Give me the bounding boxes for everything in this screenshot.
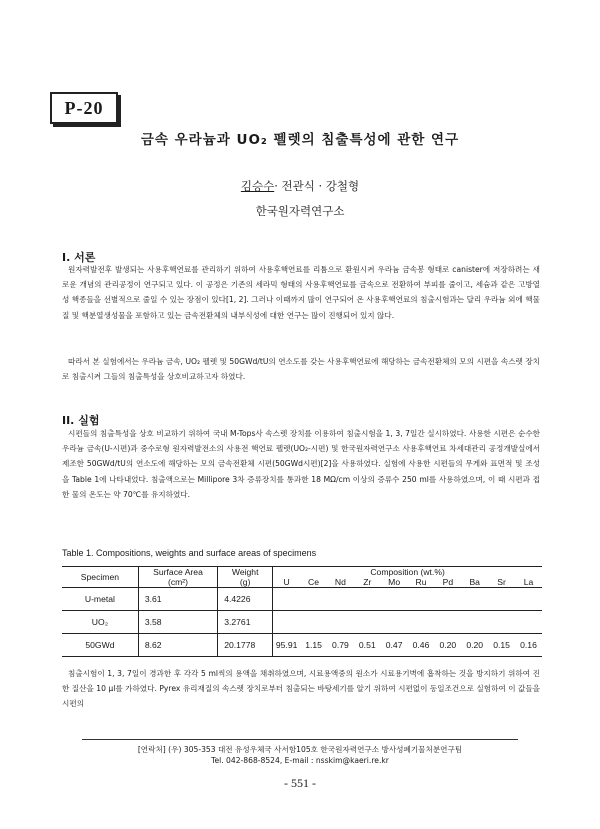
cell-surface-area: 3.61 [138,588,217,611]
cell-weight: 3.2761 [218,611,273,634]
cell-specimen: 50GWd [62,634,138,657]
contact-email: Tel. 042-868-8524, E-mail : nsskim@kaeri.re.kr [211,756,389,765]
header-surface-area-unit: (cm²) [138,577,217,588]
cell-composition: 95.91 [273,634,300,657]
cell-composition [354,611,381,634]
cell-surface-area: 8.62 [138,634,217,657]
footer-divider [82,739,518,740]
cell-surface-area: 3.58 [138,611,217,634]
main-author: 김승수 [240,179,275,193]
cell-composition [300,611,327,634]
cell-composition [327,611,354,634]
cell-weight: 4.4226 [218,588,273,611]
cell-composition [488,611,515,634]
table-row [62,588,542,611]
paper-id-box: P-20 [50,92,118,124]
cell-composition: 0.20 [434,634,461,657]
element-header: La [523,577,534,587]
cell-composition [381,588,408,611]
cell-weight: 20.1778 [218,634,273,657]
header-surface-area: Surface Area [138,567,217,578]
element-header: Sr [497,577,506,587]
cell-composition: 0.79 [327,634,354,657]
cell-composition [434,588,461,611]
cell-composition [327,588,354,611]
section-heading-experiment: II. 실험 [62,414,100,427]
authors-line [0,178,600,194]
cell-composition: 1.15 [300,634,327,657]
cell-composition [434,611,461,634]
cell-composition [461,611,488,634]
cell-composition [354,588,381,611]
header-specimen: Specimen [62,567,138,588]
affiliation: 한국원자력연구소 [255,204,345,218]
element-header: Ru [415,577,427,587]
cell-composition: 0.16 [515,634,542,657]
cell-composition [461,588,488,611]
cell-composition [408,588,435,611]
paper-title: 금속 우라늄과 UO₂ 펠렛의 침출특성에 관한 연구 [140,132,460,148]
contact-address: [연락처] (우) 305-353 대전 유성우체국 사서함105호 한국원자력연구소 방사성폐기물처분연구팀 [137,745,463,754]
element-header: U [283,577,290,587]
cell-composition [273,588,300,611]
table-row [62,634,542,657]
cell-composition: 0.46 [408,634,435,657]
element-header: Pd [442,577,454,587]
element-header: Zr [363,577,372,587]
cell-specimen: U-metal [62,588,138,611]
experiment-paragraph: 시편들의 침출특성을 상호 비교하기 위하여 국내 M-Tops사 속스렛 장치를 이용하여 침출시험을 1, 3, 7일간 실시하였다. 사용한 시편은 순수한 우라늄 금속(U-시편)과 중수로형 원자력발전소의 사용전 핵연료 펠렛(UO₂-시편) 및 한국원자력연구소 사용후핵연료 차세대관리 공정개발실에서 제조한 50GWd/tU의 연소도에 해당하는 모의 금속전환체 시편(50GWd시편)[2]을 사용하였다. 실험에 사용한 시편들의 무게와 표면적 및 조성을 Table 1에 나타내었다. 침출액으로는 Millipore 3차 증류장치를 통과한 18 MΩ/cm 이상의 증류수 250 ml를 사용하였으며, 이 때 시편과 접한 물의 온도는 약 70℃를 유지하였다. [62,429,540,499]
co-authors: · 전관식 · 강철형 [274,179,360,193]
element-header: Nd [334,577,346,587]
cell-composition [300,588,327,611]
intro-paragraph-1: 원자력발전후 발생되는 사용후핵연료를 관리하기 위하여 사용후핵연료를 리튬으로 환원시켜 우라늄 금속봉 형태로 canister에 저장하려는 새로운 개념의 관리공정이 연구되고 있다. 이 공정은 기존의 세라믹 형태의 사용후핵연료를 금속으로 전환하여 부피를 줄이고, 세슘과 같은 고방열성 핵종들을 선별적으로 줄일 수 있는 장점이 있다[1, 2]. 그러나 이때까지 많이 연구되어 온 사용후핵연료의 침출시험과는 달리 우라늄 외에 핵물질 및 핵분열생성물을 포함하고 있는 금속전환체의 내부식성에 대한 연구는 많이 진행되어 있지 않다. [62,265,540,320]
specimen-table [62,566,542,657]
cell-composition [488,588,515,611]
header-weight: Weight [218,567,273,578]
element-header: Ba [469,577,480,587]
cell-composition [515,588,542,611]
cell-composition: 0.51 [354,634,381,657]
cell-composition: 0.15 [488,634,515,657]
cell-composition: 0.47 [381,634,408,657]
results-paragraph: 침출시험이 1, 3, 7일이 경과한 후 각각 5 ml씩의 용액을 채취하였으며, 시료용액중의 원소가 시료용기벽에 흡착하는 것을 방지하기 위하여 진한 질산을 10 μl를 가하였다. Pyrex 유리재질의 속스렛 장치로부터 침출되는 바탕세기를 알기 위하여 시편없이 동일조건으로 실험하여 이 값들을 시편의 [62,669,540,709]
cell-composition [381,611,408,634]
intro-paragraph-2: 따라서 본 실험에서는 우라늄 금속, UO₂ 펠렛 및 50GWd/tU의 연소도를 갖는 사용후핵연료에 해당하는 금속전환체의 모의 시편을 속스렛 장치로 침출시켜 그들의 침출특성을 상호비교하고자 하였다. [62,357,540,382]
cell-specimen: UO₂ [62,611,138,634]
page-number: - 551 - [284,776,316,790]
header-composition: Composition (wt.%) [273,567,542,578]
cell-composition [408,611,435,634]
cell-composition [515,611,542,634]
table-caption: Table 1. Compositions, weights and surface areas of specimens [62,548,317,558]
element-header: Ce [308,577,320,587]
header-weight-unit: (g) [218,577,273,588]
element-header: Mo [388,577,401,587]
table-row [62,611,542,634]
cell-composition: 0.20 [461,634,488,657]
cell-composition [273,611,300,634]
section-heading-intro: I. 서론 [62,251,96,264]
